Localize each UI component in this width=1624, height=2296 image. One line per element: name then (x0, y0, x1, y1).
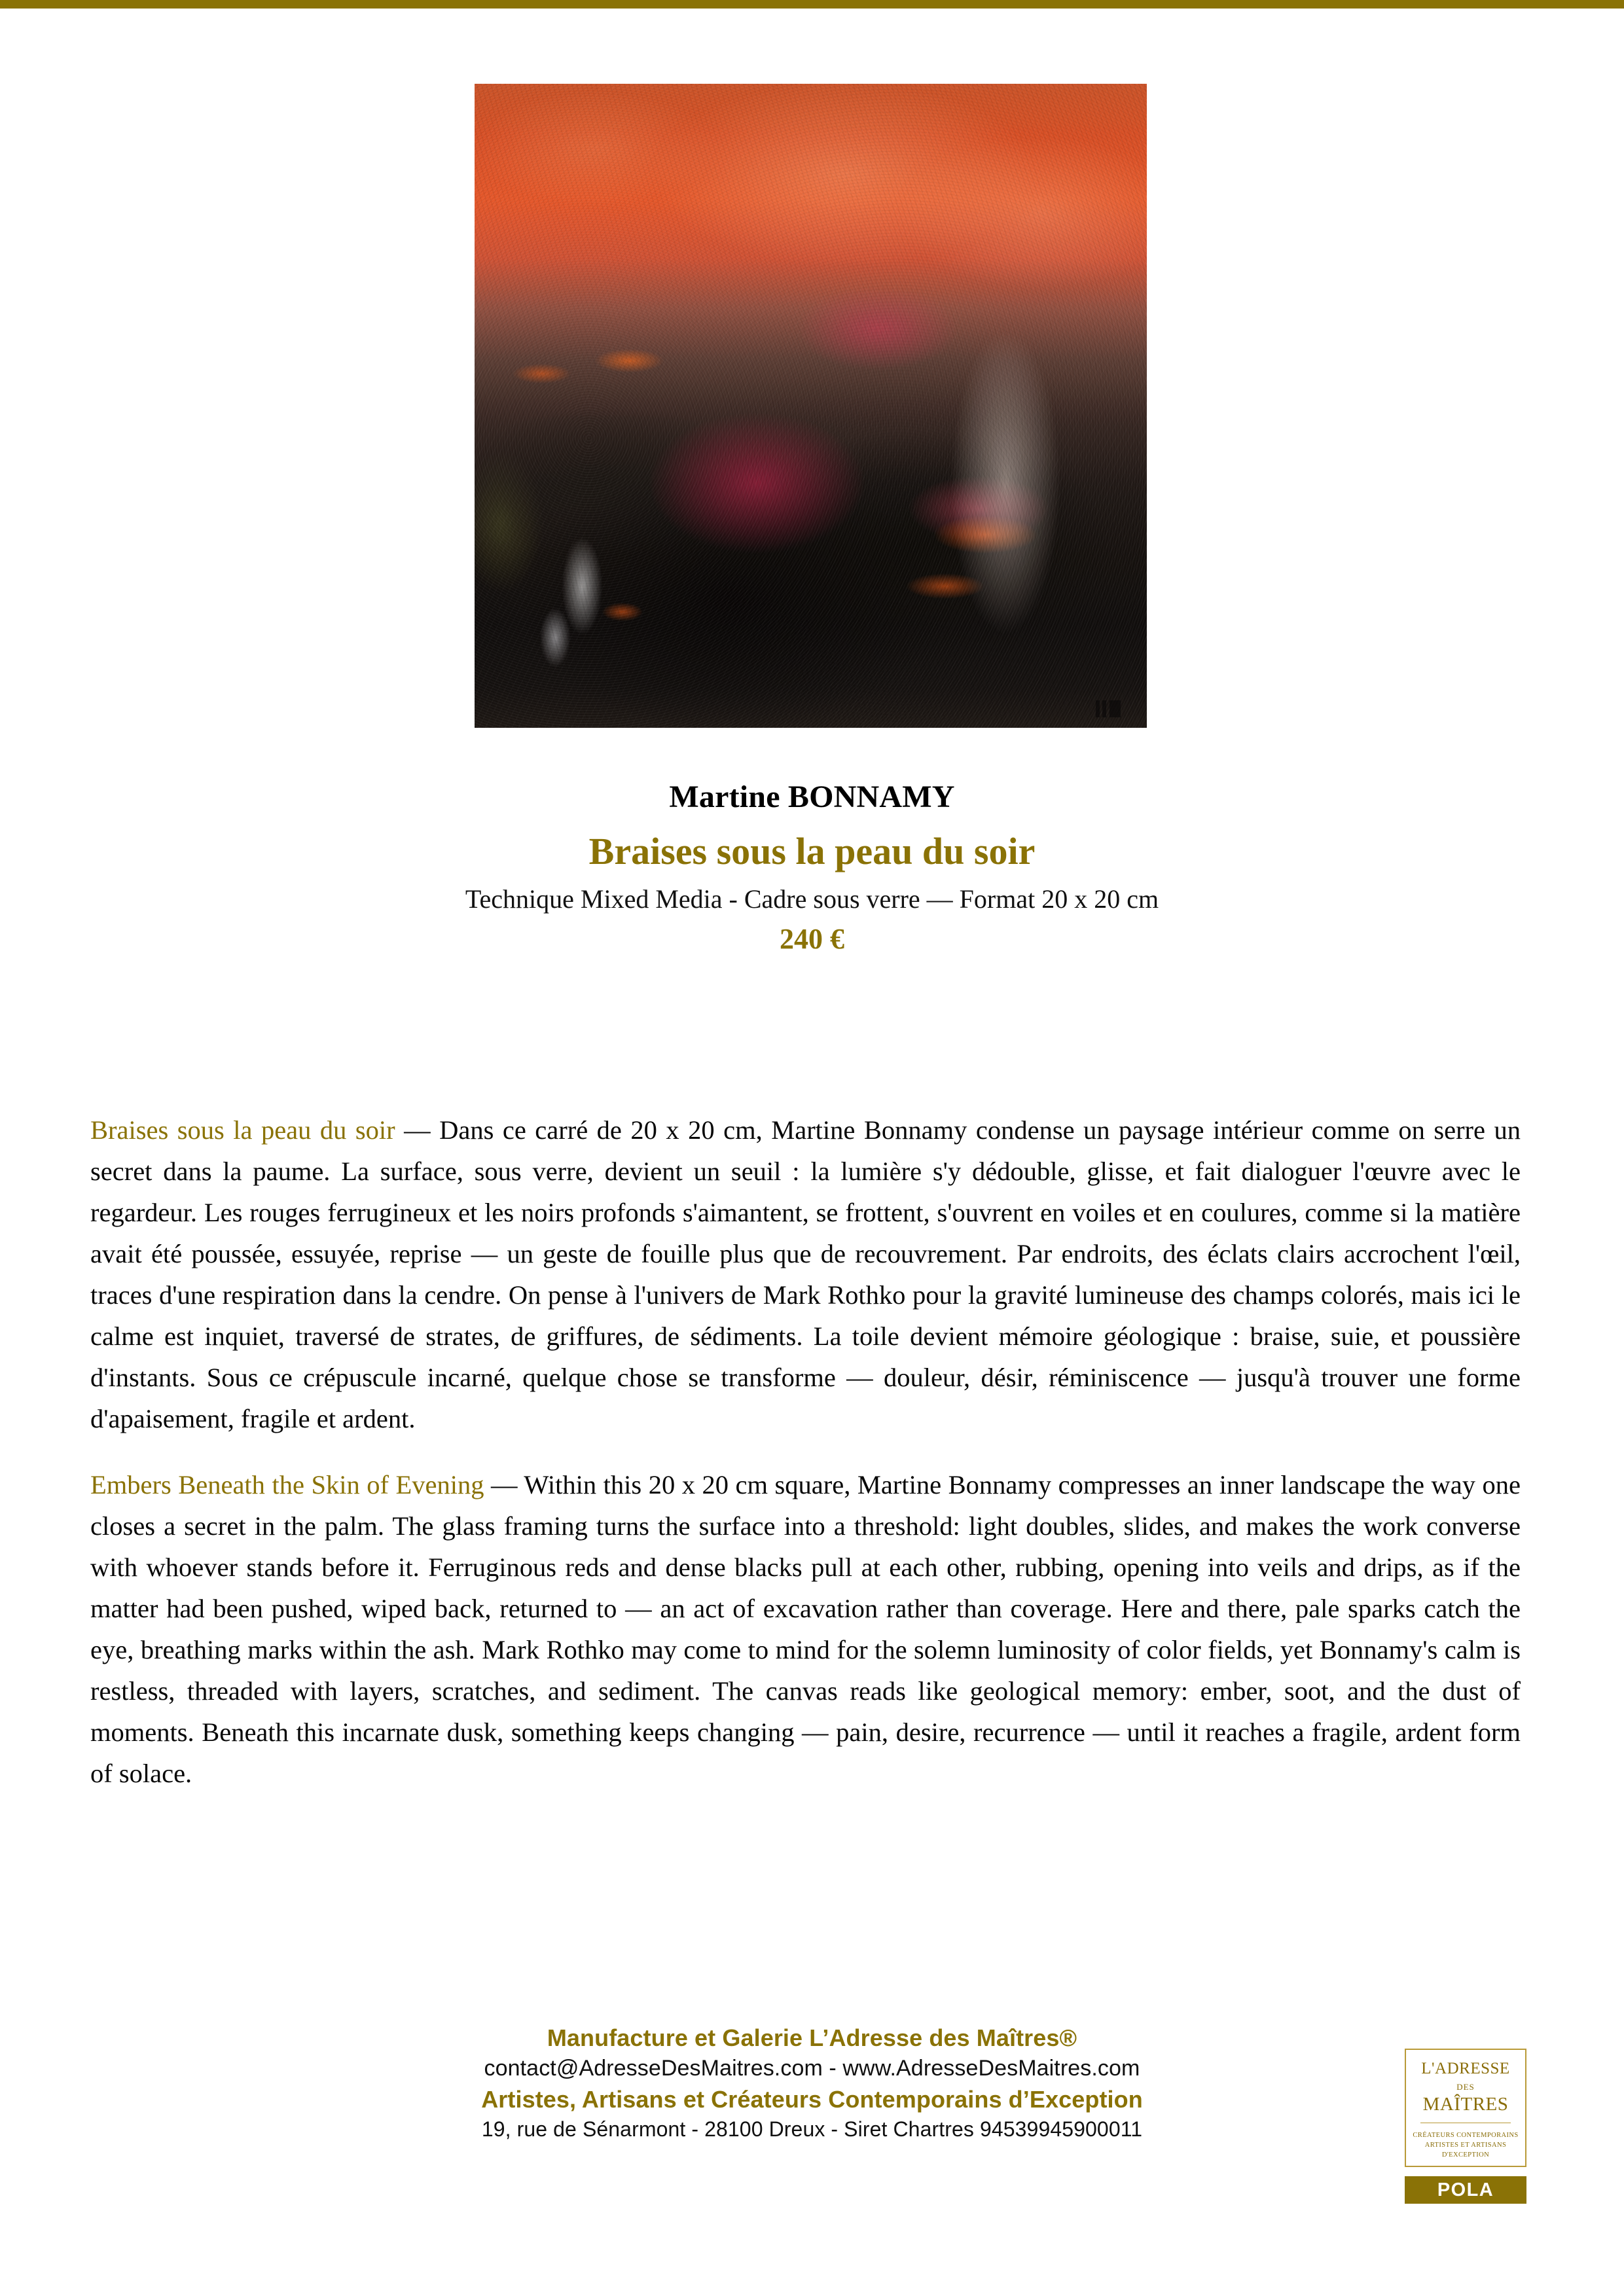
logo-line-des: DES (1456, 2082, 1475, 2092)
logo-subtitle-exception: D'EXCEPTION (1441, 2151, 1490, 2159)
footer-contact[interactable]: contact@AdresseDesMaitres.com - www.AdresseDesMaitres.com (484, 2056, 1140, 2081)
description-section (90, 1109, 1521, 1794)
logo-line-adresse: L'ADRESSE (1421, 2060, 1510, 2077)
artist-signature-mark (1096, 700, 1121, 717)
logo-line-maitres: MAÎTRES (1422, 2094, 1509, 2115)
description-lead-fr: Braises sous la peau du soir (90, 1115, 395, 1145)
description-body-en: — Within this 20 x 20 cm square, Martine Bonnamy compresses an inner landscape the way one closes a secret in the palm. The glass framing turns the surface into a threshold: light doubles, slides, and makes the work converse with whoever stands before it. Ferruginous reds and dense blacks pull at each other, rubbing, opening into veils and drips, as if the matter had been pushed, wiped back, returned to — an act of excavation rather than coverage. Here and there, pale sparks catch the eye, breathing marks within the ash. Mark Rothko may come to mind for the solemn luminosity of color fields, yet Bonnamy's calm is restless, threaded with layers, scratches, and sediment. The canvas reads like geological memory: ember, soot, and the dust of moments. Beneath this incarnate dusk, something keeps changing — pain, desire, recurrence — until it reaches a fragile, ardent form of solace. (90, 1470, 1521, 1788)
description-body-fr: — Dans ce carré de 20 x 20 cm, Martine Bonnamy condense un paysage intérieur comme on serre un secret dans la paume. La surface, sous verre, devient un seuil : la lumière s'y dédouble, glisse, et fait dialoguer l'œuvre avec le regardeur. Les rouges ferrugineux et les noirs profonds s'aimantent, se frottent, s'ouvrent en voiles et en coulures, comme si la matière avait été poussée, essuyée, reprise — un geste de fouille plus que de recouvrement. Par endroits, des éclats clairs accrochent l'œil, traces d'une respiration dans la cendre. On pense à l'univers de Mark Rothko pour la gravité lumineuse des champs colorés, mais ici le calme est inquiet, traversé de strates, de griffures, de sédiments. La toile devient mémoire géologique : braise, suie, et poussière d'instants. Sous ce crépuscule incarné, quelque chose se transforme — douleur, désir, réminiscence — jusqu'à trouver une forme d'apaisement, fragile et ardent. (90, 1115, 1521, 1433)
artwork-title: Braises sous la peau du soir (588, 830, 1036, 872)
brand-logo-area (1405, 2049, 1526, 2204)
logo-subtitle-artistes: ARTISTES ET ARTISANS (1424, 2142, 1507, 2149)
adresse-des-maitres-logo (1405, 2049, 1526, 2167)
description-paragraph-fr (90, 1109, 1521, 1439)
artwork-image (475, 84, 1147, 728)
footer-address: 19, rue de Sénarmont - 28100 Dreux - Siret Chartres 94539945900011 (481, 2117, 1143, 2142)
artwork-title-block (0, 779, 1624, 956)
artwork-texture-grain (475, 84, 1147, 728)
artwork-technique: Technique Mixed Media - Cadre sous verre — Format 20 x 20 cm (465, 884, 1159, 914)
logo-subtitle-createurs: CRÉATEURS CONTEMPORAINS (1413, 2132, 1519, 2139)
footer-tagline: Artistes, Artisans et Créateurs Contemporains d’Exception (481, 2085, 1143, 2113)
description-lead-en: Embers Beneath the Skin of Evening (90, 1470, 484, 1499)
top-gold-rule (0, 0, 1624, 9)
description-paragraph-en (90, 1464, 1521, 1794)
page-footer (0, 2022, 1624, 2144)
artwork-price: 240 € (780, 923, 844, 955)
pola-badge: POLA (1405, 2176, 1526, 2204)
footer-company: Manufacture et Galerie L’Adresse des Maîtres® (547, 2024, 1077, 2051)
artist-name: Martine BONNAMY (669, 780, 955, 814)
